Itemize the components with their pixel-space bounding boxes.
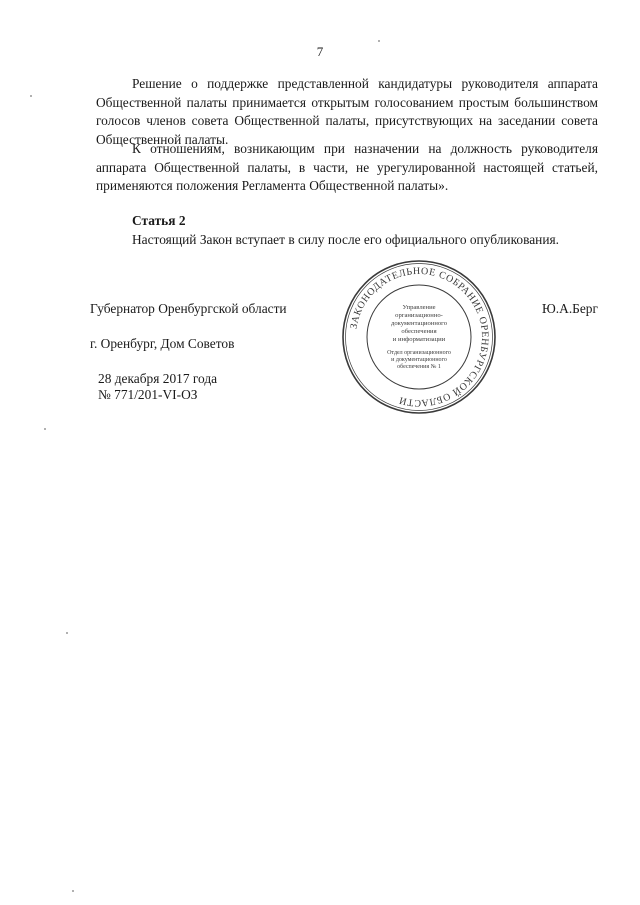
seal-line-2: организационно- bbox=[395, 312, 443, 319]
article-title: Статья 2 bbox=[132, 213, 186, 228]
paragraph-regulations: К отношениям, возникающим при назначении на должность руководителя аппарата Общественной палаты, в части, не урегулированной настоящей статьей, применяются положения Регламента Общественной палаты». bbox=[96, 141, 598, 194]
scan-speck bbox=[72, 890, 74, 892]
seal-line-7: и документационного bbox=[391, 357, 447, 363]
scan-speck bbox=[44, 428, 46, 430]
seal-line-3: документационного bbox=[390, 320, 448, 327]
seal-line-8: обеспечения № 1 bbox=[397, 364, 441, 370]
seal-ring-text: ЗАКОНОДАТЕЛЬНОЕ СОБРАНИЕ ОРЕНБУРГСКОЙ ОБЛАСТИ bbox=[348, 265, 491, 409]
seal-line-1: Управление bbox=[402, 304, 436, 311]
paragraph-candidate-approval: Решение о поддержке представленной кандидатуры руководителя аппарата Общественной палаты принимается открытым голосованием простым большинством голосов членов совета Общественной палаты, присутствующих на заседании совета Общественной палаты. bbox=[96, 76, 598, 147]
signatory-role: Губернатор Оренбургской области bbox=[90, 301, 287, 316]
signatory-name: Ю.А.Берг bbox=[542, 301, 598, 316]
seal-line-5: и информатизации bbox=[392, 336, 446, 343]
seal-line-4: обеспечения bbox=[401, 328, 437, 335]
seal-line-6: Отдел организационного bbox=[387, 350, 451, 356]
scan-speck bbox=[378, 40, 380, 42]
scan-speck bbox=[30, 95, 32, 97]
page-number: 7 bbox=[316, 44, 324, 59]
scan-speck bbox=[66, 632, 68, 634]
signing-place: г. Оренбург, Дом Советов bbox=[90, 336, 235, 351]
paragraph-entry-into-force: Настоящий Закон вступает в силу после его официального опубликования. bbox=[132, 232, 560, 247]
signing-date: 28 декабря 2017 года bbox=[98, 371, 218, 386]
official-seal bbox=[339, 257, 499, 417]
law-number: № 771/201-VI-ОЗ bbox=[98, 387, 198, 402]
